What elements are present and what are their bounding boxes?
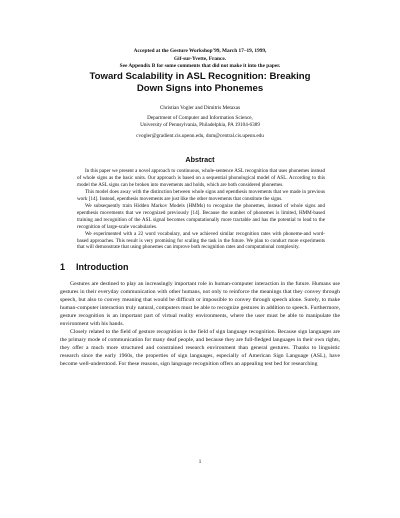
header-note-line: Accepted at the Gesture Workshop'99, March 17–19, 1999, bbox=[133, 48, 267, 54]
section-body bbox=[60, 280, 340, 369]
abstract-heading: Abstract bbox=[185, 155, 215, 164]
body-paragraph: Closely related to the field of gesture recognition is the field of sign language recognition. Because sign languages are the primary mode of communication for many deaf people, and because they are full-fledged languages in their own rights, they offer a much more structured and constrained research environment than general gestures. Thanks to linguistic research since the early 1960s, the properties of sign languages, especially of American Sign Language (ASL), have become well-understood. For these reasons, sign language recognition offers an appealing test bed for researching bbox=[60, 329, 340, 368]
header-note bbox=[0, 48, 400, 71]
section-title: Introduction bbox=[76, 262, 129, 272]
abstract-paragraph: This model does away with the distinction between whole signs and epenthesis movements that we made in previous work [14]. Instead, epenthesis movements are just like the other movements that constitute the signs. bbox=[77, 188, 325, 202]
abstract-paragraph: In this paper we present a novel approach to continuous, whole-sentence ASL recognition that uses phonemes instead of whole signs as the basic units. Our approach is based on a sequential phonological model of ASL. According to this model the ASL signs can be broken into movements and holds, which are both considered phonemes. bbox=[77, 168, 325, 188]
author-emails: cvogler@gradient.cis.upenn.edu, dnm@central.cis.upenn.edu bbox=[136, 132, 264, 139]
header-note-line: See Appendix B for some comments that did not make it into the paper. bbox=[119, 63, 281, 70]
affiliation-line: University of Pennsylvania, Philadelphia, PA 19104-6389 bbox=[140, 122, 260, 129]
abstract-paragraph: We subsequently train Hidden Markov Models (HMMs) to recognize the phonemes, instead of whole signs and epenthesis movements that we recognized previously [14]. Because the number of phonemes is limited, HMM-based training and recognition of the ASL signal becomes computationally more tractable and has the potential to lead to the recognition of large-scale vocabularies. bbox=[77, 202, 325, 230]
paper-title-line: Down Signs into Phonemes bbox=[136, 83, 264, 94]
abstract-body bbox=[77, 168, 325, 251]
body-paragraph: Gestures are destined to play an increasingly important role in human-computer interaction in the future. Humans use gestures in their everyday communication with other humans, not only to reinforce the meanings that they convey through speech, but also to convey meaning that would be difficult or impossible to convey through speech alone. Surely, to make human-computer interaction truly natural, computers must be able to recognize gestures in addition to speech. Furthermore, gesture recognition is an important part of virtual reality environments, where the user must be able to manipulate the environment with his hands. bbox=[60, 281, 340, 328]
affiliation-line: Department of Computer and Information Science, bbox=[147, 115, 253, 122]
section-number: 1 bbox=[60, 262, 66, 272]
section-heading bbox=[60, 262, 129, 272]
abstract-paragraph: We experimented with a 22 word vocabulary, and we achieved similar recognition rates with phoneme-and word-based approaches. This result is very promising for scaling the task in the future. We plan to conduct more experiments that will demonstrate that using phonemes can improve both recognition rates and computational complexity. bbox=[77, 230, 325, 251]
header-note-line: Gif-sur-Yvette, France. bbox=[173, 55, 227, 62]
paper-title bbox=[0, 71, 400, 95]
author-block bbox=[0, 105, 400, 140]
page-number: 1 bbox=[198, 459, 202, 465]
author-names: Christian Vogler and Dimitris Metaxas bbox=[159, 105, 241, 111]
paper-title-line: Toward Scalability in ASL Recognition: Breaking bbox=[89, 71, 311, 82]
